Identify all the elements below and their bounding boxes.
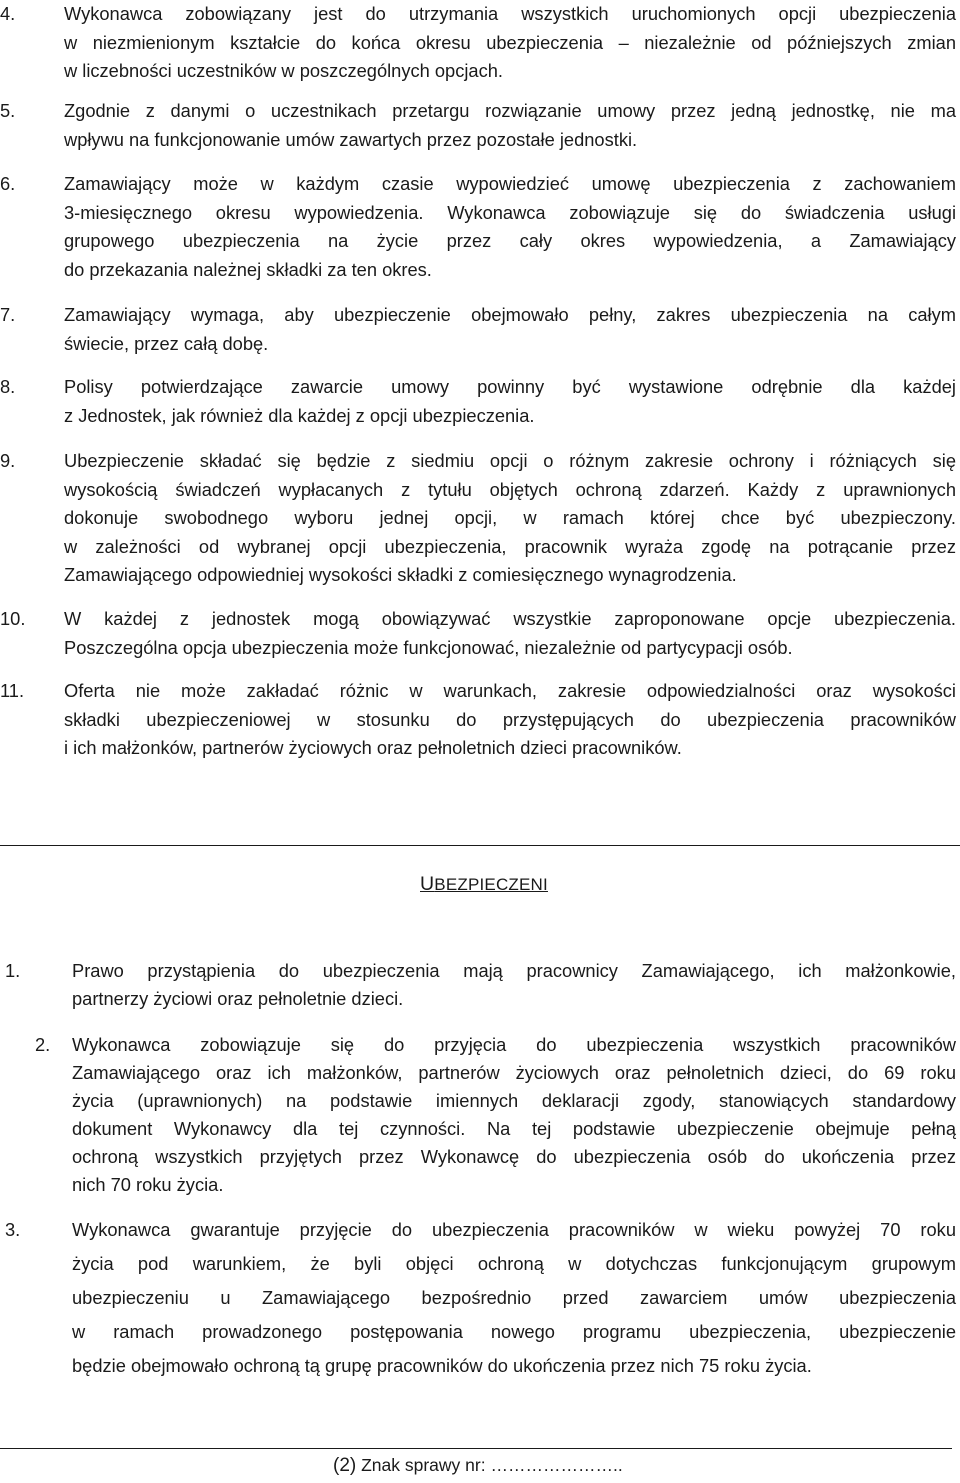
section-divider — [0, 845, 960, 846]
item-text: Prawo przystąpienia do ubezpieczenia mają pracownicy Zamawiającego, ich małżonkowie, partnerzy życiowi oraz pełnoletnie dzieci. — [72, 960, 956, 1009]
item-number: 6. — [0, 173, 16, 194]
item-text: Ubezpieczenie składać się będzie z siedmiu opcji o różnym zakresie ochrony i różniących się wysokością świadczeń wypłacanych z tytułu objętych ochroną zdarzeń. Każdy z uprawnionych dokonuje swobodnego wyboru jednej opcji, w ramach której chce być ubezpieczony. w zależności od wybranej opcji ubezpieczenia, pracownik wyraża zgodę na potrącanie przez Zamawiającego odpowiedniej wysokości składki z comiesięcznego wynagrodzenia. — [64, 450, 956, 585]
list-item — [0, 677, 956, 763]
list-item — [5, 957, 956, 1013]
item-number: 1. — [5, 960, 21, 981]
item-text: Wykonawca zobowiązuje się do przyjęcia do ubezpieczenia wszystkich pracowników Zamawiającego oraz ich małżonków, partnerów życiowych oraz pełnoletnich dzieci, do 69 roku życia (uprawnionych) na podstawie imiennych deklaracji zgody, stanowiących standardowy dokument Wykonawcy dla tej czynności. Na tej podstawie ubezpieczenie obejmuje pełną ochroną wszystkich przyjętych przez Wykonawcę do ubezpieczenia osób do ukończenia przez nich 70 roku życia. — [72, 1034, 956, 1195]
list-item — [0, 447, 956, 590]
item-number: 10. — [0, 608, 26, 629]
item-text: Zamawiający wymaga, aby ubezpieczenie obejmowało pełny, zakres ubezpieczenia na całym świecie, przez całą dobę. — [64, 304, 956, 354]
item-text: Polisy potwierdzające zawarcie umowy powinny być wystawione odrębnie dla każdej z Jednostek, jak również dla każdej z opcji ubezpieczenia. — [64, 376, 956, 426]
item-number: 7. — [0, 304, 16, 325]
item-number: 3. — [5, 1219, 21, 1240]
item-text: W każdej z jednostek mogą obowiązywać wszystkie zaproponowane opcje ubezpieczenia. Poszczególna opcja ubezpieczenia może funkcjonować, niezależnie od partycypacji osób. — [64, 608, 956, 658]
item-number: 9. — [0, 450, 16, 471]
list-item — [5, 1213, 956, 1383]
list-item — [0, 170, 956, 284]
item-text: Wykonawca gwarantuje przyjęcie do ubezpieczenia pracowników w wieku powyżej 70 roku życia pod warunkiem, że byli objęci ochroną w dotychczas funkcjonującym grupowym ubezpieczeniu u Zamawiającego bezpośrednio przed zawarciem umów ubezpieczenia w ramach prowadzonego postępowania nowego programu ubezpieczenia, ubezpieczenie będzie obejmowało ochroną tą grupę pracowników do ukończenia przez nich 75 roku życia. — [72, 1219, 956, 1376]
item-number: 8. — [0, 376, 16, 397]
item-text: Zamawiający może w każdym czasie wypowiedzieć umowę ubezpieczenia z zachowaniem 3-miesięcznego okresu wypowiedzenia. Wykonawca zobowiązuje się do świadczenia usługi grupowego ubezpieczenia na życie przez cały okres wypowiedzenia, a Zamawiający do przekazania należnej składki za ten okres. — [64, 173, 956, 280]
item-text: Zgodnie z danymi o uczestnikach przetargu rozwiązanie umowy przez jedną jednostkę, nie ma wpływu na funkcjonowanie umów zawartych przez pozostałe jednostki. — [64, 100, 956, 150]
item-text: Wykonawca zobowiązany jest do utrzymania wszystkich uruchomionych opcji ubezpieczenia w niezmienionym kształcie do końca okresu ubezpieczenia – niezależnie od późniejszych zmian w liczebności uczestników w poszczególnych opcjach. — [64, 3, 956, 81]
item-text: Oferta nie może zakładać różnic w warunkach, zakresie odpowiedzialności oraz wysokości składki ubezpieczeniowej w stosunku do przystępujących do ubezpieczenia pracowników i ich małżonków, partnerów życiowych oraz pełnoletnich dzieci pracowników. — [64, 680, 956, 758]
item-number: 2. — [35, 1034, 51, 1055]
list-item — [0, 605, 956, 662]
footer-rule — [0, 1448, 952, 1449]
footer — [333, 1451, 623, 1480]
item-number: 4. — [0, 3, 16, 24]
page-number: (2) — [333, 1455, 357, 1476]
list-item — [0, 97, 956, 154]
case-number-label: Znak sprawy nr: — [361, 1455, 486, 1475]
section-title: UBEZPIECZENI — [420, 873, 548, 895]
case-number-value: ………………….. — [490, 1455, 623, 1475]
item-number: 5. — [0, 100, 16, 121]
list-item — [0, 0, 956, 86]
item-number: 11. — [0, 680, 25, 701]
list-item — [0, 301, 956, 358]
list-item — [0, 373, 956, 430]
list-item — [35, 1031, 956, 1199]
